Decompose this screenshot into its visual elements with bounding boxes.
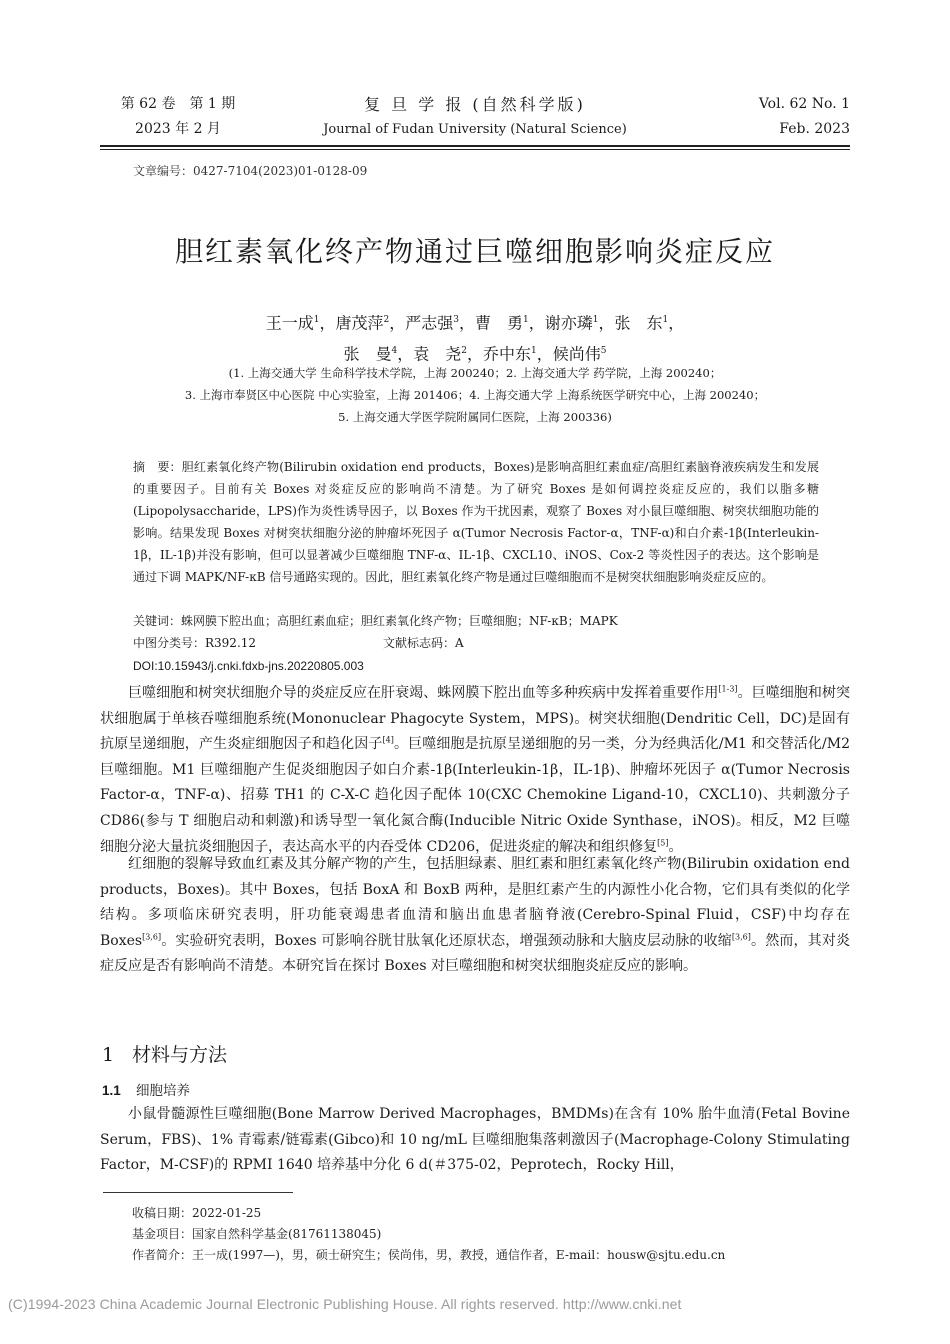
author-affiliation-mark: 2 [383,315,390,325]
header-journal-block [300,92,650,142]
affiliation-list [100,362,850,428]
header-rule-thin [100,149,850,150]
received-date: 收稿日期：2022-01-25 [132,1206,262,1220]
author-affiliation-mark: 1 [592,315,599,325]
author-name: 张 东 [614,313,663,333]
subsection-number: 1.1 [102,1083,121,1098]
body-paragraph: 小鼠骨髓源性巨噬细胞(Bone Marrow Derived Macrophages，BMDMs)在含有 10% 胎牛血清(Fetal Bovine Serum，FBS)、1% 青霉素/链霉素(Gibco)和 10 ng/mL 巨噬细胞集落刺激因子(Macrophage-Colony Stimulating Factor，M-CSF)的 RPMI 1640 培养基中分化 6 d(＃375-02，Peprotech，Rocky Hill， [100,1106,850,1174]
author-name: 曹 勇 [475,313,524,333]
citation-ref: [4] [382,735,394,745]
author-name: 袁 尧 [413,344,462,364]
subsection-heading [102,1080,190,1102]
author-name: 严志强 [405,313,454,333]
author-affiliation-mark: 1 [662,315,669,325]
author-name: 王一成 [265,313,314,333]
doi: DOI:10.15943/j.cnki.fdxb-jns.20220805.003 [133,659,364,673]
paragraph-text: 。 [668,838,683,855]
footnote-rule [103,1192,293,1193]
document-code: 文献标志码：A [383,636,464,650]
body-paragraph [100,852,850,980]
paragraph-text: 。实验研究表明，Boxes 可影响谷胱甘肽氧化还原状态，增强颈动脉和大脑皮层动脉的收缩 [161,932,732,949]
author-name: 乔中东 [483,344,532,364]
copyright-notice: (C)1994-2023 China Academic Journal Electronic Publishing House. All rights reserved. http://www.cnki.net [8,1296,682,1312]
paragraph-text: 巨噬细胞和树突状细胞介导的炎症反应在肝衰竭、蛛网膜下腔出血等多种疾病中发挥着重要作用 [128,685,719,701]
author-name: 张 曼 [343,344,392,364]
author-affiliation-mark: 1 [523,315,529,325]
keywords: 关键词：蛛网膜下腔出血；高胆红素血症；胆红素氧化终产物；巨噬细胞；NF-κB；MAPK [133,614,618,628]
classification-number: 中图分类号：R392.12 [133,636,257,650]
author-name: 候尚伟 [552,344,601,364]
citation-ref: [1-3] [718,684,738,694]
affiliation-line: 5. 上海交通大学医学院附属同仁医院，上海 200336) [338,410,612,424]
paragraph-text: 。然而，其对炎症反应是否有影响尚不清楚。本研究旨在探讨 Boxes 对巨噬细胞和树突状细胞炎症反应的影响。 [100,932,851,975]
paragraph-text: 红细胞的裂解导致血红素及其分解产物的产生，包括胆绿素、胆红素和胆红素氧化终产物(Bilirubin oxidation end products，Boxes)。其中 Boxes，包括 BoxA 和 BoxB 两种，是胆红素产生的内源性小化合物，它们具有类似的化学结构。多项临床研究表明，肝功能衰竭患者血清和脑出血患者脑脊液(Cerebro-Spinal Fluid，CSF)中均存在 Boxes [100,856,850,949]
author-info: 作者简介：王一成(1997—)，男，硕士研究生；侯尚伟，男，教授，通信作者，E-mail：housw@sjtu.edu.cn [132,1248,726,1262]
author-affiliation-mark: 2 [461,346,467,357]
funding-info: 基金项目：国家自然科学基金(81761138045) [132,1227,382,1241]
section-heading [102,1038,227,1072]
header-volume-en-block [700,92,850,142]
paragraph-text: 。巨噬细胞是抗原呈递细胞的另一类，分为经典活化/M1 和交替活化/M2 巨噬细胞。M1 巨噬细胞产生促炎细胞因子如白介素-1β(Interleukin-1β，IL-1β)、肿瘤坏死因子 α(Tumor Necrosis Factor-α，TNF-α)、招募 TH1 的 C-X-C 趋化因子配体 10(CXC Chemokine Ligand-10，CXCL10)、共刺激分子 CD86(参与 T 细胞启动和刺激)和诱导型一氧化氮合酶(Inducible Nitric Oxide Synthase，iNOS)。相反，M2 巨噬细胞分泌大量抗炎细胞因子，表达高水平的内吞受体 CD206，促进炎症的解决和组织修复 [100,736,850,855]
author-line-1: 王一成$^1$，唐茂萍$^2$，严志强$^3$，曹 勇$^1$，谢亦璘$^1$，张 东$^1$， [265,313,685,333]
section-number: 1 [102,1044,115,1066]
article-id: 文章编号：0427-7104(2023)01-0128-09 [133,164,368,178]
author-affiliation-mark: 4 [391,346,398,357]
journal-name-en: Journal of Fudan University (Natural Science) [323,122,627,137]
citation-ref: [3,6] [142,932,162,942]
affiliation-line: (1. 上海交通大学 生命科学技术学院，上海 200240；2. 上海交通大学 药学院，上海 200240； [228,366,722,380]
author-line-2: 张 曼$^4$，袁 尧$^2$，乔中东$^1$，候尚伟$^5$ [343,344,607,364]
publication-date-cn: 2023 年 2 月 [135,121,221,137]
paragraph-text: 。巨噬细胞和树突状细胞属于单核吞噬细胞系统(Mononuclear Phagocyte System，MPS)。树突状细胞(Dendritic Cell，DC)是固有抗原呈递细胞，产生炎症细胞因子和趋化因子 [100,685,851,753]
abstract [133,456,819,588]
body-paragraph [100,681,850,860]
author-affiliation-mark: 1 [531,346,537,357]
author-name: 谢亦璘 [544,313,593,333]
abstract-label: 摘 要： [133,460,182,474]
author-affiliation-mark: 3 [453,315,459,325]
journal-name-cn: 复 旦 学 报 (自然科学版) [364,95,586,114]
subsection-title: 细胞培养 [136,1083,190,1099]
classification-row [133,632,819,654]
volume-issue-en: Vol. 62 No. 1 [758,96,850,112]
author-name: 唐茂萍 [335,313,384,333]
paper-title: 胆红素氧化终产物通过巨噬细胞影响炎症反应 [174,235,775,268]
header-volume-block [103,92,253,142]
volume-issue: 第 62 卷 第 1 期 [120,96,236,112]
author-affiliation-mark: 1 [313,315,320,325]
header-rule-thick [100,145,850,147]
author-affiliation-mark: 5 [600,346,607,357]
affiliation-line: 3. 上海市奉贤区中心医院 中心实验室，上海 201406；4. 上海交通大学 上海系统医学研究中心，上海 200240； [184,388,766,402]
citation-ref: [3,6] [731,932,751,942]
author-list [100,306,850,369]
citation-ref: [5] [657,837,669,847]
abstract-text: 胆红素氧化终产物(Bilirubin oxidation end products，Boxes)是影响高胆红素血症/高胆红素脑脊液疾病发生和发展的重要因子。目前有关 Boxes 对炎症反应的影响尚不清楚。为了研究 Boxes 是如何调控炎症反应的，我们以脂多糖(Lipopolysaccharide，LPS)作为炎性诱导因子，以 Boxes 作为干扰因素，观察了 Boxes 对小鼠巨噬细胞、树突状细胞功能的影响。结果发现 Boxes 对树突状细胞分泌的肿瘤坏死因子 α(Tumor Necrosis Factor-α，TNF-α)和白介素-1β(Interleukin-1β，IL-1β)并没有影响，但可以显著减少巨噬细胞 TNF-α、IL-1β、CXCL10、iNOS、Cox-2 等炎性因子的表达。这个影响是通过下调 MAPK/NF-κB 信号通路实现的。因此，胆红素氧化终产物是通过巨噬细胞而不是树突状细胞影响炎症反应的。 [133,460,819,584]
section-title: 材料与方法 [132,1044,228,1066]
publication-date-en: Feb. 2023 [779,121,850,137]
